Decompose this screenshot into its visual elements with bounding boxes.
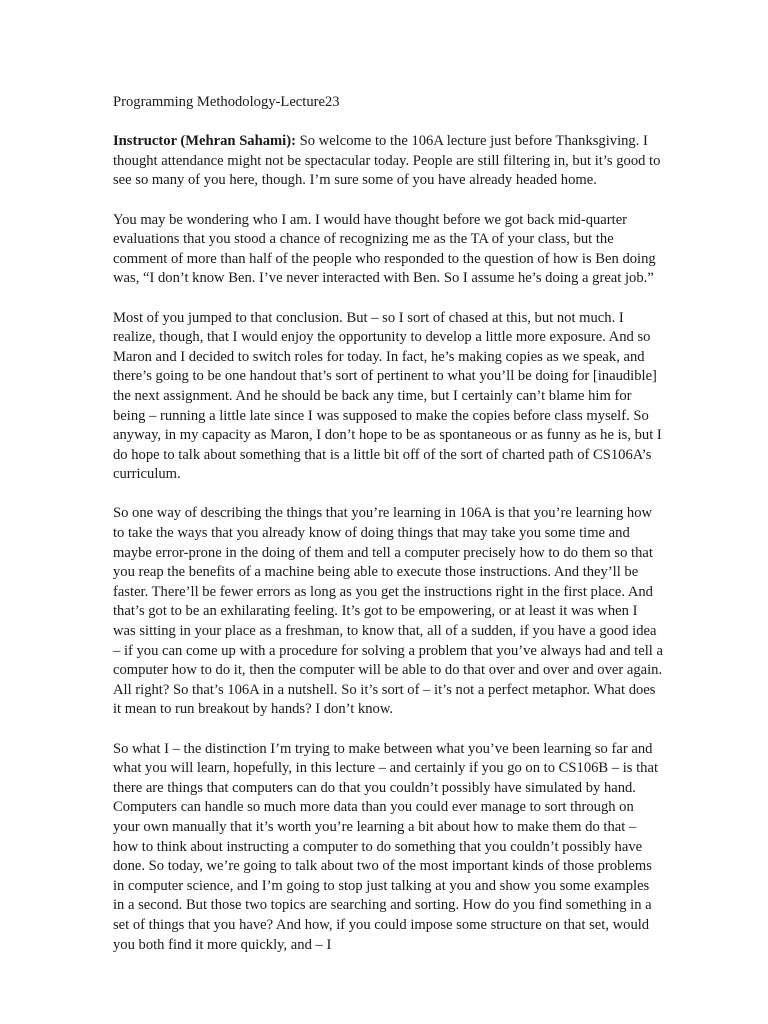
paragraph-3: Most of you jumped to that conclusion. But – so I sort of chased at this, but not much. I realize, though, that I would enjoy the opportunity to develop a little more exposure. And so Maron and I decided to switch roles for today. In fact, he’s making copies as we speak, and there’s going to be one handout that’s sort of pertinent to what you’ll be doing for [inaudible] the next assignment. And he should be back any time, but I certainly can’t blame him for being – running a little late since I was supposed to make the copies before class myself. So anyway, in my capacity as Maron, I don’t hope to be as spontaneous or as funny as he is, but I do hope to talk about something that is a little bit off of the sort of charted path of CS106A’s curriculum.: [113, 309, 662, 483]
paragraph-1: [113, 132, 663, 191]
document-title: Programming Methodology-Lecture23: [113, 94, 340, 110]
paragraph-1-text: So welcome to the 106A lecture just before Thanksgiving. I thought attendance might not be spectacular today. People are still filtering in, but it’s good to see so many of you here, though. I’m sure some of you have already headed home.: [113, 133, 661, 189]
paragraph-4: So one way of describing the things that you’re learning in 106A is that you’re learning how to take the ways that you already know of doing things that may take you some time and maybe error-prone in the doing of them and tell a computer precisely how to do them so that you reap the benefits of a machine being able to execute those instructions. And they’ll be faster. There’ll be fewer errors as long as you get the instructions right in the first place. And that’s got to be an exhilarating feeling. It’s got to be empowering, or at least it was when I was sitting in your place as a freshman, to know that, all of a sudden, if you have a good idea – if you can come up with a procedure for solving a problem that you’ve always had and tell a computer how to do it, then the computer will be able to do that over and over and over again. All right? So that’s 106A in a nutshell. So it’s sort of – it’s not a perfect metaphor. What does it mean to run breakout by hands? I don’t know.: [113, 505, 663, 718]
paragraph-2: You may be wondering who I am. I would have thought before we got back mid-quarter evaluations that you stood a chance of recognizing me as the TA of your class, but the comment of more than half of the people who responded to the question of how is Ben doing was, “I don’t know Ben. I’ve never interacted with Ben. So I assume he’s doing a great job.”: [113, 211, 656, 287]
paragraph-5: So what I – the distinction I’m trying to make between what you’ve been learning so far and what you will learn, hopefully, in this lecture – and certainly if you go on to CS106B – is that there are things that computers can do that you couldn’t possibly have simulated by hand. Computers can handle so much more data than you could ever manage to sort through on your own manually that it’s worth you’re learning a bit about how to make them do that – how to think about instructing a computer to do something that you couldn’t possibly have done. So today, we’re going to talk about two of the most important kinds of those problems in computer science, and I’m going to stop just talking at you and show you some examples in a second. But those two topics are searching and sorting. How do you find something in a set of things that you have? And how, if you could impose some structure on that set, would you both find it more quickly, and – I: [113, 740, 659, 953]
speaker-label: Instructor (Mehran Sahami):: [113, 133, 296, 150]
document-page: [113, 93, 663, 975]
